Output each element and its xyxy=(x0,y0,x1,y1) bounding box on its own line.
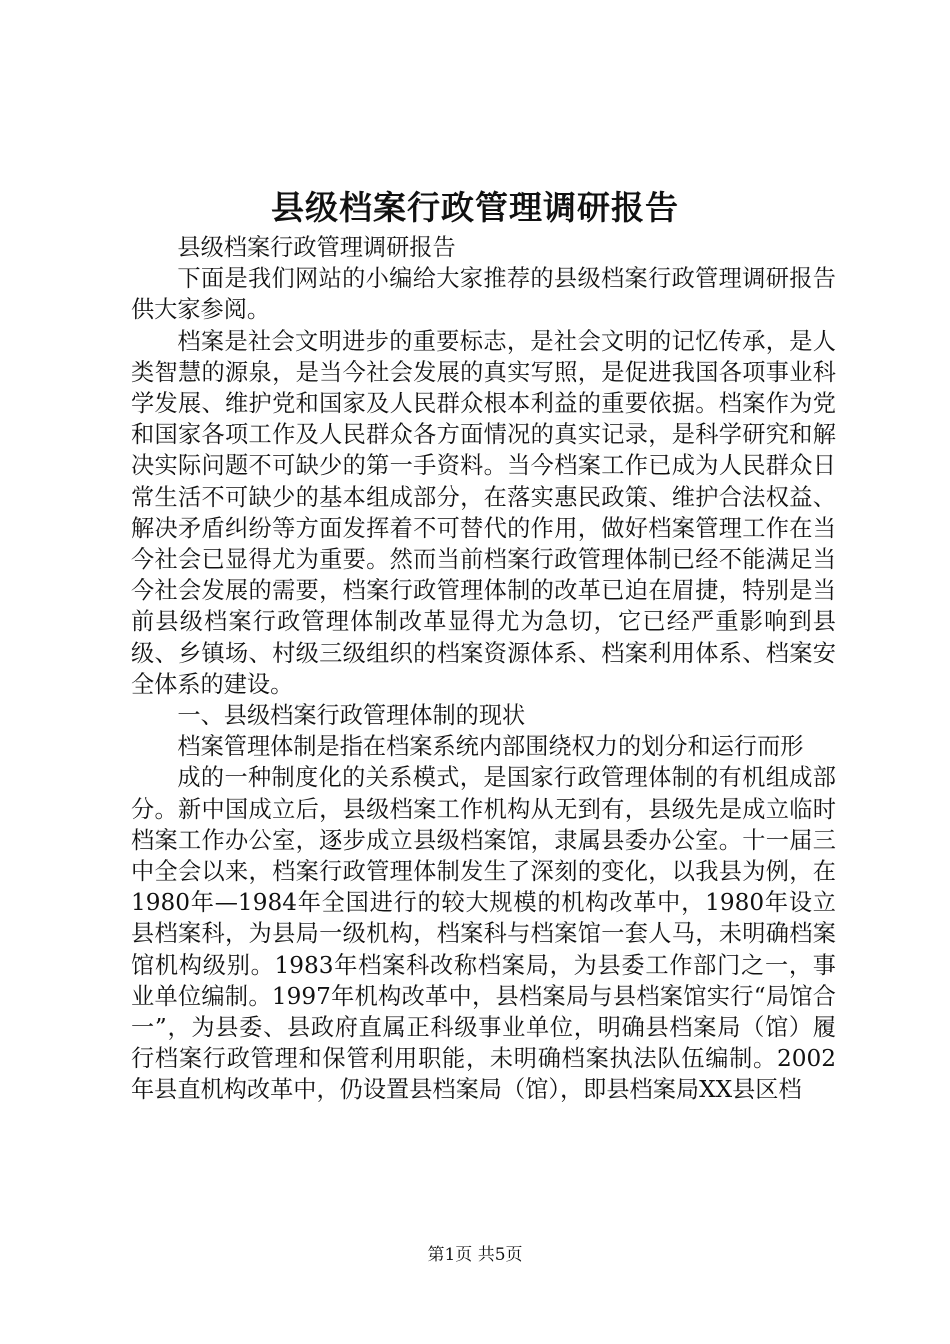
body-paragraph-heading: 县级档案行政管理调研报告 xyxy=(177,234,456,261)
body-paragraph-definition: 档案管理体制是指在档案系统内部围绕权力的划分和运行而形 xyxy=(177,733,804,761)
section-heading: 一、县级档案行政管理体制的现状 xyxy=(177,702,526,730)
body-paragraph-background: 档案是社会文明进步的重要标志，是社会文明的记忆传承，是人类智慧的源泉，是当今社会发展的真实写照，是促进我国各项事业科学发展、维护党和国家及人民群众根本利益的重要依据。档案作为党和国家各项工作及人民群众各方面情况的真实记录，是科学研究和解决实际问题不可缺少的第一手资料。当今档案工作已成为人民群众日常生活不可缺少的基本组成部分，在落实惠民政策、维护合法权益、解决矛盾纠纷等方面发挥着不可替代的作用，做好档案管理工作在当今社会已显得尤为重要。然而当前档案行政管理体制已经不能满足当今社会发展的需要，档案行政管理体制的改革已迫在眉捷，特别是当前县级档案行政管理体制改革显得尤为急切，它已经严重影响到县级、乡镇场、村级三级组织的档案资源体系、档案利用体系、档案安全体系的建设。 xyxy=(131,327,836,698)
document-title: 县级档案行政管理调研报告 xyxy=(271,188,679,227)
body-paragraph-history: 成的一种制度化的关系模式，是国家行政管理体制的有机组成部分。新中国成立后，县级档案工作机构从无到有，县级先是成立临时档案工作办公室，逐步成立县级档案馆，隶属县委办公室。十一届三中全会以来，档案行政管理体制发生了深刻的变化，以我县为例，在1980年—1984年全国进行的较大规模的机构改革中，1980年设立县档案科，为县局一级机构，档案科与档案馆一套人马，未明确档案馆机构级别。1983年档案科改称档案局，为县委工作部门之一，事业单位编制。1997年机构改革中，县档案局与县档案馆实行“局馆合一”，为县委、县政府直属正科级事业单位，明确县档案局（馆）履行档案行政管理和保管利用职能，未明确档案执法队伍编制。2002年县直机构改革中，仍设置县档案局（馆），即县档案局XX县区档 xyxy=(131,764,836,1104)
body-paragraph-intro: 下面是我们网站的小编给大家推荐的县级档案行政管理调研报告供大家参阅。 xyxy=(131,265,836,324)
document-body xyxy=(131,232,836,1106)
page-footer: 第1页 共5页 xyxy=(427,1245,523,1265)
